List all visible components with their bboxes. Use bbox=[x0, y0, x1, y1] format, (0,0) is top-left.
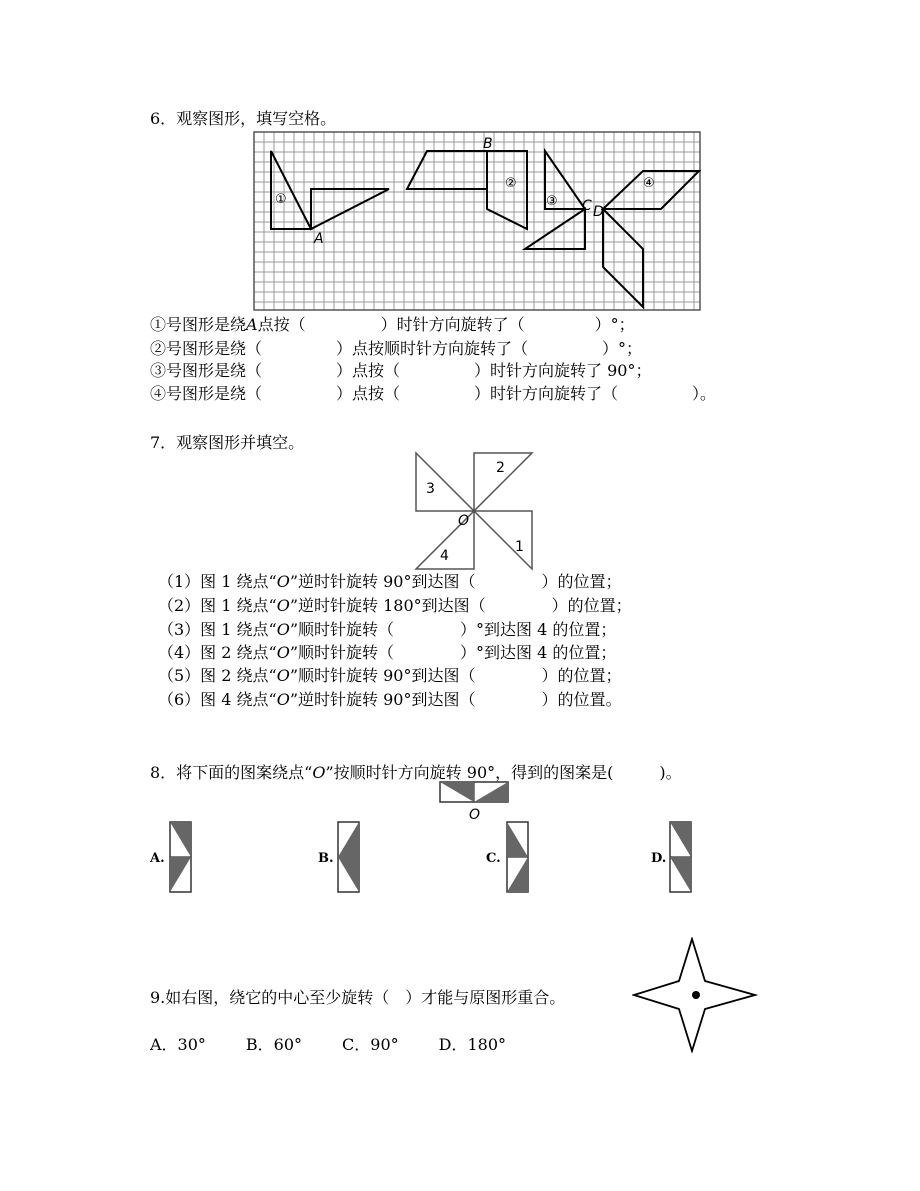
q8-original-pattern bbox=[439, 781, 511, 821]
q7-pinwheel-figure bbox=[414, 451, 536, 571]
q8-option-a-pattern[interactable] bbox=[169, 821, 193, 895]
pinwheel-label-3: 3 bbox=[426, 481, 435, 497]
pinwheel-label-O: O bbox=[458, 513, 470, 529]
q7-line-4: （4）图 2 绕点“O”顺时针旋转（ ）°到达图 4 的位置； bbox=[158, 643, 617, 662]
q9-option-d[interactable]: D．180° bbox=[438, 1035, 507, 1054]
q9-title: 9.如右图，绕它的中心至少旋转（ ）才能与原图形重合。 bbox=[150, 988, 566, 1007]
label-circle-3: ③ bbox=[546, 194, 558, 209]
label-circle-4: ④ bbox=[643, 176, 655, 191]
q7-line-5: （5）图 2 绕点“O”顺时针旋转 90°到达图（ ）的位置； bbox=[158, 666, 622, 685]
q8-label-O: O bbox=[469, 807, 481, 821]
q6-line-4: ④号图形是绕（ ）点按（ ）时针方向旋转了（ ）。 bbox=[150, 384, 717, 403]
label-C: C bbox=[582, 198, 592, 214]
q6-line-1: ①号图形是绕A点按（ ）时针方向旋转了（ ）°； bbox=[150, 315, 635, 334]
q7-title: 7．观察图形并填空。 bbox=[150, 433, 305, 452]
q7-line-3: （3）图 1 绕点“O”顺时针旋转（ ）°到达图 4 的位置； bbox=[158, 620, 617, 639]
q7-line-6: （6）图 4 绕点“O”逆时针旋转 90°到达图（ ）的位置。 bbox=[158, 690, 622, 709]
q8-option-d-label[interactable]: D. bbox=[651, 851, 667, 866]
q6-title: 6．观察图形，填写空格。 bbox=[150, 109, 337, 128]
q8-option-c-label[interactable]: C. bbox=[486, 851, 501, 866]
shape-1-rotated bbox=[311, 189, 389, 229]
q8-title: 8．将下面的图案绕点“O”按顺时针方向旋转 90°，得到的图案是( )。 bbox=[150, 763, 682, 782]
q6-line-3: ③号图形是绕（ ）点按（ ）时针方向旋转了 90°； bbox=[150, 361, 652, 380]
label-D: D bbox=[593, 204, 604, 220]
q8-option-c-pattern[interactable] bbox=[506, 821, 530, 895]
pinwheel-piece-3 bbox=[416, 453, 474, 511]
pinwheel-label-4: 4 bbox=[440, 548, 449, 564]
q9-star-figure bbox=[632, 937, 758, 1053]
q9-options bbox=[150, 1035, 506, 1055]
pinwheel-label-2: 2 bbox=[496, 460, 505, 476]
shape-1 bbox=[271, 151, 311, 229]
q9-option-a[interactable]: A．30° bbox=[150, 1035, 206, 1054]
q8-option-b-label[interactable]: B. bbox=[318, 851, 334, 866]
pinwheel-label-1: 1 bbox=[515, 539, 524, 555]
q8-option-b-pattern[interactable] bbox=[337, 821, 361, 895]
star-center-dot bbox=[692, 991, 700, 999]
label-circle-1: ① bbox=[275, 192, 287, 207]
q6-line-2: ②号图形是绕（ ）点按顺时针方向旋转了（ ）°； bbox=[150, 339, 643, 358]
shape-2 bbox=[407, 151, 487, 189]
label-B: B bbox=[483, 136, 493, 152]
q7-line-2: （2）图 1 绕点“O”逆时针旋转 180°到达图（ ）的位置； bbox=[158, 596, 632, 615]
q8-option-a-label[interactable]: A. bbox=[150, 851, 165, 866]
q9-option-b[interactable]: B．60° bbox=[245, 1035, 303, 1054]
grid-lines bbox=[254, 132, 700, 310]
q9-option-c[interactable]: C．90° bbox=[342, 1035, 399, 1054]
q8-option-d-pattern[interactable] bbox=[669, 821, 693, 895]
grid-border bbox=[254, 132, 700, 310]
q6-grid-figure bbox=[253, 131, 701, 311]
label-A: A bbox=[314, 231, 324, 247]
label-circle-2: ② bbox=[505, 176, 517, 191]
q7-line-1: （1）图 1 绕点“O”逆时针旋转 90°到达图（ ）的位置； bbox=[158, 572, 622, 591]
